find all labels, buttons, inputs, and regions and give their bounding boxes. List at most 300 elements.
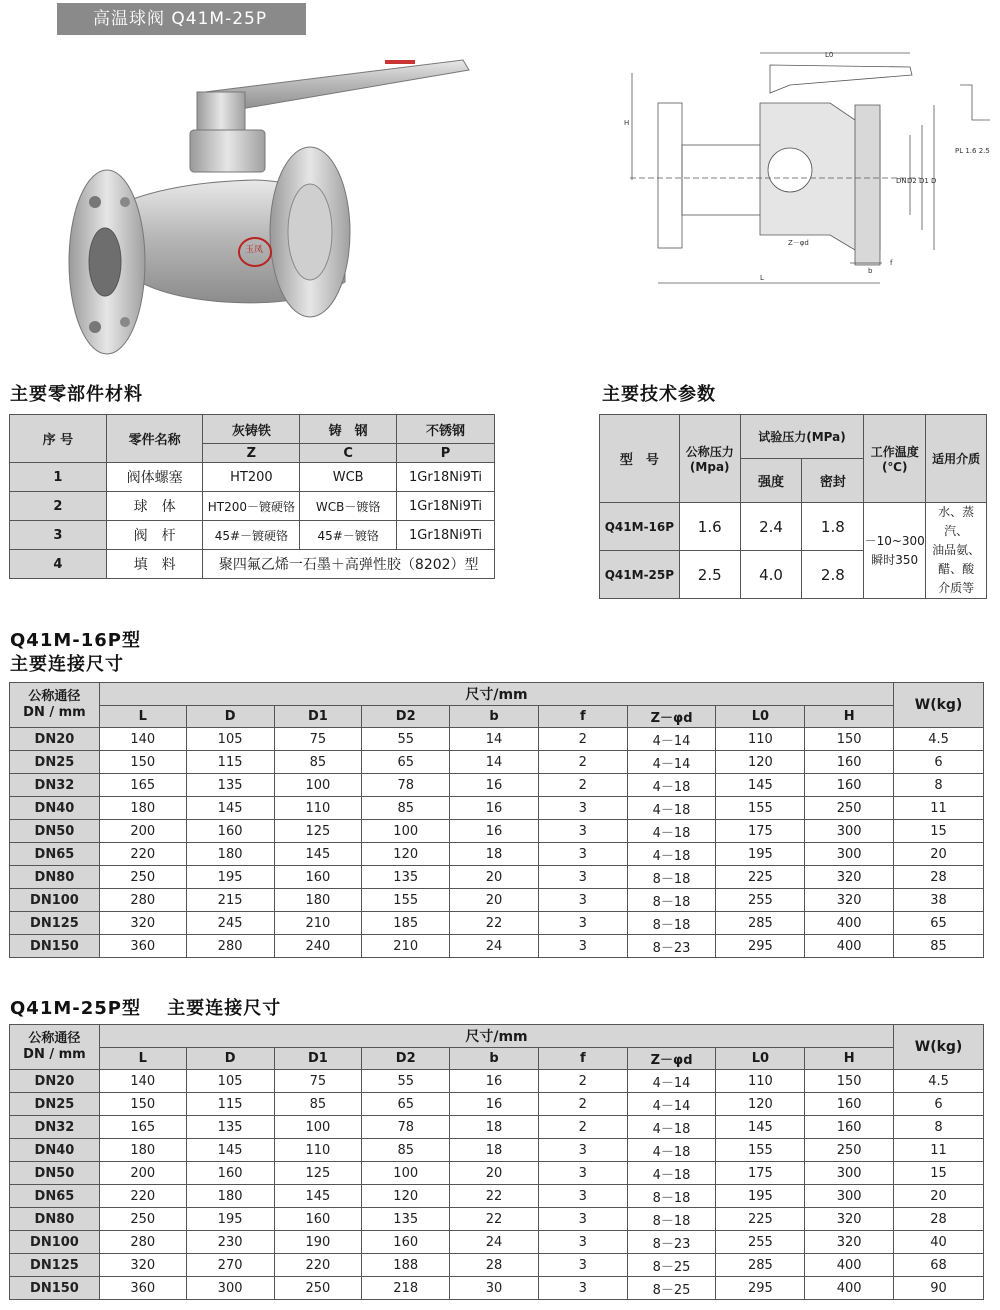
value-cell: 11 (894, 797, 984, 820)
value-cell: 14 (450, 728, 539, 751)
value-cell: 145 (716, 774, 805, 797)
value-cell: 135 (362, 1208, 450, 1231)
svg-text:D2: D2 (907, 177, 917, 185)
tech-params-table (599, 414, 987, 599)
value-cell: 55 (362, 728, 450, 751)
value-cell: 300 (805, 1162, 894, 1185)
value-cell: 300 (805, 1185, 894, 1208)
value-cell: 20 (450, 889, 539, 912)
value-cell: 3 (538, 1162, 627, 1185)
value-cell: 220 (99, 1185, 186, 1208)
header-nominal-pressure: 公称压力 (Mpa) (679, 415, 740, 503)
value-cell: 145 (186, 797, 274, 820)
value-cell: 4－14 (627, 728, 716, 751)
value-cell: 110 (716, 728, 805, 751)
column-header: b (450, 1048, 539, 1070)
dn-cell: DN80 (10, 866, 100, 889)
header-part-name: 零件名称 (106, 415, 203, 463)
header-dn: 公称通径 DN / mm (10, 1025, 100, 1070)
value-cell: 180 (99, 797, 186, 820)
value-cell: 400 (805, 935, 894, 958)
value-cell: 4－14 (627, 751, 716, 774)
value-cell: 188 (362, 1254, 450, 1277)
table-row (10, 1208, 984, 1231)
value-cell: 175 (716, 820, 805, 843)
header-idx: 序 号 (10, 415, 107, 463)
value-cell: 85 (894, 935, 984, 958)
value-cell: 4－18 (627, 843, 716, 866)
value-cell: 320 (99, 912, 186, 935)
dim16-title-sub: 主要连接尺寸 (10, 654, 124, 675)
media-value: 水、蒸汽、 油品氨、 醋、酸 介质等 (926, 503, 987, 599)
svg-text:DN: DN (896, 177, 907, 185)
value-cell: 22 (450, 1185, 539, 1208)
value-cell: 190 (274, 1231, 362, 1254)
value-cell: 68 (894, 1254, 984, 1277)
value-cell: 8－25 (627, 1277, 716, 1300)
svg-text:PL 1.6 2.5: PL 1.6 2.5 (955, 147, 990, 155)
value-cell: 230 (186, 1231, 274, 1254)
value-cell: 320 (805, 1231, 894, 1254)
value-cell: 210 (362, 935, 450, 958)
value-cell: 400 (805, 912, 894, 935)
value-cell: 250 (274, 1277, 362, 1300)
value-cell: 360 (99, 935, 186, 958)
dn-cell: DN100 (10, 889, 100, 912)
value-cell: 6 (894, 751, 984, 774)
value-cell: 320 (805, 866, 894, 889)
dn-cell: DN40 (10, 1139, 100, 1162)
column-header: Z－φd (627, 706, 716, 728)
value-cell: 155 (362, 889, 450, 912)
value-cell: 115 (186, 751, 274, 774)
header-size: 尺寸/mm (99, 1025, 893, 1048)
value-cell: 16 (450, 820, 539, 843)
valve-photo (55, 52, 475, 370)
value-cell: 195 (186, 866, 274, 889)
value-cell: 4－14 (627, 1093, 716, 1116)
value-cell: 150 (99, 751, 186, 774)
value-cell: 125 (274, 820, 362, 843)
value-cell: 22 (450, 1208, 539, 1231)
value-cell: 145 (716, 1116, 805, 1139)
table-row (10, 1277, 984, 1300)
value-cell: 155 (716, 797, 805, 820)
value-cell: 295 (716, 935, 805, 958)
value-cell: 160 (186, 820, 274, 843)
value-cell: 195 (716, 843, 805, 866)
column-header: D1 (274, 1048, 362, 1070)
column-header: L (99, 1048, 186, 1070)
svg-text:D: D (931, 177, 937, 185)
value-cell: 225 (716, 866, 805, 889)
value-cell: 2 (538, 728, 627, 751)
dn-cell: DN80 (10, 1208, 100, 1231)
value-cell: 140 (99, 1070, 186, 1093)
value-cell: 6 (894, 1093, 984, 1116)
value-cell: 160 (805, 1116, 894, 1139)
dn-cell: DN65 (10, 843, 100, 866)
value-cell: 3 (538, 1185, 627, 1208)
value-cell: 15 (894, 820, 984, 843)
value-cell: 20 (450, 866, 539, 889)
dim25-table (9, 1024, 984, 1300)
table-row: 2 球 体 HT200－镀硬铬 WCB－镀铬 1Gr18Ni9Ti (10, 492, 495, 521)
value-cell: 295 (716, 1277, 805, 1300)
table-row (10, 1231, 984, 1254)
header-media: 适用介质 (926, 415, 987, 503)
value-cell: 8－18 (627, 889, 716, 912)
table-row (10, 1116, 984, 1139)
value-cell: 4－18 (627, 774, 716, 797)
value-cell: 18 (450, 1116, 539, 1139)
header-working-temp: 工作温度 (℃) (864, 415, 926, 503)
value-cell: 285 (716, 912, 805, 935)
value-cell: 120 (362, 1185, 450, 1208)
table-row: Q41M-16P 1.6 2.4 1.8 －10~300 瞬时350 水、蒸汽、 油品氨、 醋、酸 介质等 (600, 503, 987, 551)
value-cell: 4－14 (627, 1070, 716, 1093)
value-cell: 160 (805, 751, 894, 774)
value-cell: 16 (450, 774, 539, 797)
value-cell: 160 (805, 774, 894, 797)
value-cell: 3 (538, 1254, 627, 1277)
value-cell: 185 (362, 912, 450, 935)
svg-text:f: f (890, 259, 893, 267)
value-cell: 3 (538, 1231, 627, 1254)
value-cell: 3 (538, 866, 627, 889)
value-cell: 100 (362, 820, 450, 843)
value-cell: 225 (716, 1208, 805, 1231)
column-header: D2 (362, 1048, 450, 1070)
value-cell: 4－18 (627, 1139, 716, 1162)
svg-text:L: L (760, 274, 764, 282)
value-cell: 145 (186, 1139, 274, 1162)
dim16-title-model: Q41M-16P型 (10, 630, 141, 651)
dn-cell: DN20 (10, 1070, 100, 1093)
value-cell: 110 (274, 797, 362, 820)
value-cell: 85 (274, 1093, 362, 1116)
value-cell: 160 (805, 1093, 894, 1116)
materials-title: 主要零部件材料 (10, 384, 143, 405)
value-cell: 215 (186, 889, 274, 912)
value-cell: 300 (805, 843, 894, 866)
value-cell: 24 (450, 935, 539, 958)
value-cell: 85 (274, 751, 362, 774)
table-row (10, 889, 984, 912)
value-cell: 300 (186, 1277, 274, 1300)
value-cell: 24 (450, 1231, 539, 1254)
value-cell: 28 (894, 1208, 984, 1231)
value-cell: 20 (894, 1185, 984, 1208)
value-cell: 165 (99, 1116, 186, 1139)
value-cell: 195 (186, 1208, 274, 1231)
value-cell: 300 (805, 820, 894, 843)
value-cell: 110 (716, 1070, 805, 1093)
value-cell: 75 (274, 728, 362, 751)
dn-cell: DN25 (10, 751, 100, 774)
value-cell: 255 (716, 889, 805, 912)
table-row (10, 866, 984, 889)
table-row: 1 阀体螺塞 HT200 WCB 1Gr18Ni9Ti (10, 463, 495, 492)
header-seal: 密封 (802, 459, 864, 503)
value-cell: 120 (362, 843, 450, 866)
value-cell: 180 (99, 1139, 186, 1162)
header-model: 型 号 (600, 415, 680, 503)
dn-cell: DN50 (10, 820, 100, 843)
value-cell: 320 (805, 889, 894, 912)
value-cell: 165 (99, 774, 186, 797)
value-cell: 3 (538, 797, 627, 820)
header-stainless: 不锈钢 (397, 415, 495, 444)
table-row (10, 912, 984, 935)
value-cell: 65 (362, 751, 450, 774)
value-cell: 15 (894, 1162, 984, 1185)
value-cell: 280 (186, 935, 274, 958)
value-cell: 8－18 (627, 912, 716, 935)
value-cell: 100 (274, 1116, 362, 1139)
value-cell: 125 (274, 1162, 362, 1185)
working-temp-value: －10~300 瞬时350 (864, 503, 926, 599)
svg-text:D1: D1 (919, 177, 929, 185)
value-cell: 4－18 (627, 797, 716, 820)
value-cell: 2 (538, 1070, 627, 1093)
dn-cell: DN20 (10, 728, 100, 751)
dn-cell: DN100 (10, 1231, 100, 1254)
svg-text:H: H (624, 119, 630, 127)
code-p: P (397, 444, 495, 463)
value-cell: 3 (538, 935, 627, 958)
svg-text:L0: L0 (825, 51, 834, 59)
value-cell: 20 (894, 843, 984, 866)
table-row (10, 797, 984, 820)
value-cell: 270 (186, 1254, 274, 1277)
column-header: D1 (274, 706, 362, 728)
value-cell: 100 (362, 1162, 450, 1185)
dn-cell: DN32 (10, 774, 100, 797)
value-cell: 3 (538, 820, 627, 843)
header-gray-iron: 灰铸铁 (203, 415, 300, 444)
value-cell: 28 (894, 866, 984, 889)
column-header: f (538, 706, 627, 728)
value-cell: 2 (538, 1116, 627, 1139)
value-cell: 218 (362, 1277, 450, 1300)
value-cell: 140 (99, 728, 186, 751)
value-cell: 18 (450, 843, 539, 866)
value-cell: 8 (894, 774, 984, 797)
value-cell: 180 (186, 843, 274, 866)
value-cell: 200 (99, 820, 186, 843)
table-row (10, 1139, 984, 1162)
value-cell: 155 (716, 1139, 805, 1162)
logo-text: 玉凤 (245, 245, 264, 255)
value-cell: 135 (186, 774, 274, 797)
table-row (10, 935, 984, 958)
value-cell: 2 (538, 774, 627, 797)
table-row: Q41M-25P 2.5 4.0 2.8 (600, 551, 987, 599)
value-cell: 150 (805, 728, 894, 751)
value-cell: 240 (274, 935, 362, 958)
dim25-title: Q41M-25P型 主要连接尺寸 (10, 998, 282, 1019)
value-cell: 4.5 (894, 1070, 984, 1093)
value-cell: 200 (99, 1162, 186, 1185)
value-cell: 4－18 (627, 1162, 716, 1185)
value-cell: 360 (99, 1277, 186, 1300)
value-cell: 65 (894, 912, 984, 935)
value-cell: 245 (186, 912, 274, 935)
value-cell: 78 (362, 774, 450, 797)
value-cell: 220 (274, 1254, 362, 1277)
table-row (10, 751, 984, 774)
header-size: 尺寸/mm (99, 683, 893, 706)
value-cell: 250 (99, 866, 186, 889)
header-strength: 强度 (740, 459, 802, 503)
value-cell: 135 (362, 866, 450, 889)
value-cell: 18 (450, 1139, 539, 1162)
value-cell: 160 (274, 1208, 362, 1231)
table-row (10, 820, 984, 843)
value-cell: 8－23 (627, 1231, 716, 1254)
value-cell: 8－23 (627, 935, 716, 958)
value-cell: 150 (99, 1093, 186, 1116)
value-cell: 250 (99, 1208, 186, 1231)
value-cell: 78 (362, 1116, 450, 1139)
code-z: Z (203, 444, 300, 463)
value-cell: 120 (716, 751, 805, 774)
value-cell: 2 (538, 751, 627, 774)
value-cell: 8－18 (627, 1185, 716, 1208)
tech-title: 主要技术参数 (602, 384, 716, 405)
dn-cell: DN40 (10, 797, 100, 820)
value-cell: 105 (186, 728, 274, 751)
value-cell: 14 (450, 751, 539, 774)
value-cell: 220 (99, 843, 186, 866)
value-cell: 250 (805, 1139, 894, 1162)
column-header: H (805, 1048, 894, 1070)
table-row: 3 阀 杆 45#－镀硬铬 45#－镀铬 1Gr18Ni9Ti (10, 521, 495, 550)
header-weight: W(kg) (894, 683, 984, 728)
value-cell: 320 (805, 1208, 894, 1231)
value-cell: 4.5 (894, 728, 984, 751)
header-dn: 公称通径 DN / mm (10, 683, 100, 728)
value-cell: 11 (894, 1139, 984, 1162)
value-cell: 180 (186, 1185, 274, 1208)
column-header: L0 (716, 1048, 805, 1070)
value-cell: 160 (274, 866, 362, 889)
table-row (10, 1254, 984, 1277)
value-cell: 110 (274, 1139, 362, 1162)
value-cell: 2 (538, 1093, 627, 1116)
value-cell: 135 (186, 1116, 274, 1139)
value-cell: 3 (538, 843, 627, 866)
value-cell: 8 (894, 1116, 984, 1139)
value-cell: 40 (894, 1231, 984, 1254)
dn-cell: DN150 (10, 935, 100, 958)
header-test-pressure: 试验压力(MPa) (740, 415, 864, 459)
value-cell: 28 (450, 1254, 539, 1277)
value-cell: 175 (716, 1162, 805, 1185)
value-cell: 120 (716, 1093, 805, 1116)
value-cell: 105 (186, 1070, 274, 1093)
section-drawing (620, 45, 1000, 295)
code-c: C (300, 444, 397, 463)
value-cell: 38 (894, 889, 984, 912)
value-cell: 30 (450, 1277, 539, 1300)
column-header: b (450, 706, 539, 728)
table-row (10, 1070, 984, 1093)
value-cell: 20 (450, 1162, 539, 1185)
value-cell: 8－25 (627, 1254, 716, 1277)
value-cell: 195 (716, 1185, 805, 1208)
value-cell: 400 (805, 1277, 894, 1300)
value-cell: 55 (362, 1070, 450, 1093)
value-cell: 85 (362, 1139, 450, 1162)
value-cell: 16 (450, 1070, 539, 1093)
dn-cell: DN32 (10, 1116, 100, 1139)
value-cell: 115 (186, 1093, 274, 1116)
value-cell: 180 (274, 889, 362, 912)
column-header: D (186, 1048, 274, 1070)
table-row: 4 填 料 聚四氟乙烯一石墨＋高弹性胶（8202）型 (10, 550, 495, 579)
value-cell: 8－18 (627, 866, 716, 889)
column-header: H (805, 706, 894, 728)
materials-table (9, 414, 495, 579)
table-row (10, 728, 984, 751)
header-cast-steel: 铸 钢 (300, 415, 397, 444)
column-header: f (538, 1048, 627, 1070)
value-cell: 3 (538, 1277, 627, 1300)
value-cell: 3 (538, 1208, 627, 1231)
table-row (10, 843, 984, 866)
column-header: Z－φd (627, 1048, 716, 1070)
value-cell: 285 (716, 1254, 805, 1277)
dn-cell: DN125 (10, 1254, 100, 1277)
value-cell: 400 (805, 1254, 894, 1277)
value-cell: 90 (894, 1277, 984, 1300)
column-header: D2 (362, 706, 450, 728)
value-cell: 4－18 (627, 1116, 716, 1139)
svg-text:Z－φd: Z－φd (788, 239, 809, 247)
dn-cell: DN50 (10, 1162, 100, 1185)
value-cell: 160 (186, 1162, 274, 1185)
value-cell: 4－18 (627, 820, 716, 843)
svg-text:b: b (868, 267, 873, 275)
header-weight: W(kg) (894, 1025, 984, 1070)
value-cell: 145 (274, 843, 362, 866)
value-cell: 280 (99, 1231, 186, 1254)
value-cell: 210 (274, 912, 362, 935)
dn-cell: DN25 (10, 1093, 100, 1116)
value-cell: 16 (450, 1093, 539, 1116)
column-header: L (99, 706, 186, 728)
value-cell: 145 (274, 1185, 362, 1208)
dn-cell: DN65 (10, 1185, 100, 1208)
table-row (10, 774, 984, 797)
value-cell: 100 (274, 774, 362, 797)
value-cell: 160 (362, 1231, 450, 1254)
value-cell: 255 (716, 1231, 805, 1254)
column-header: L0 (716, 706, 805, 728)
value-cell: 280 (99, 889, 186, 912)
dn-cell: DN125 (10, 912, 100, 935)
value-cell: 3 (538, 889, 627, 912)
value-cell: 320 (99, 1254, 186, 1277)
value-cell: 22 (450, 912, 539, 935)
value-cell: 75 (274, 1070, 362, 1093)
value-cell: 3 (538, 912, 627, 935)
value-cell: 85 (362, 797, 450, 820)
dn-cell: DN150 (10, 1277, 100, 1300)
table-row (10, 1185, 984, 1208)
